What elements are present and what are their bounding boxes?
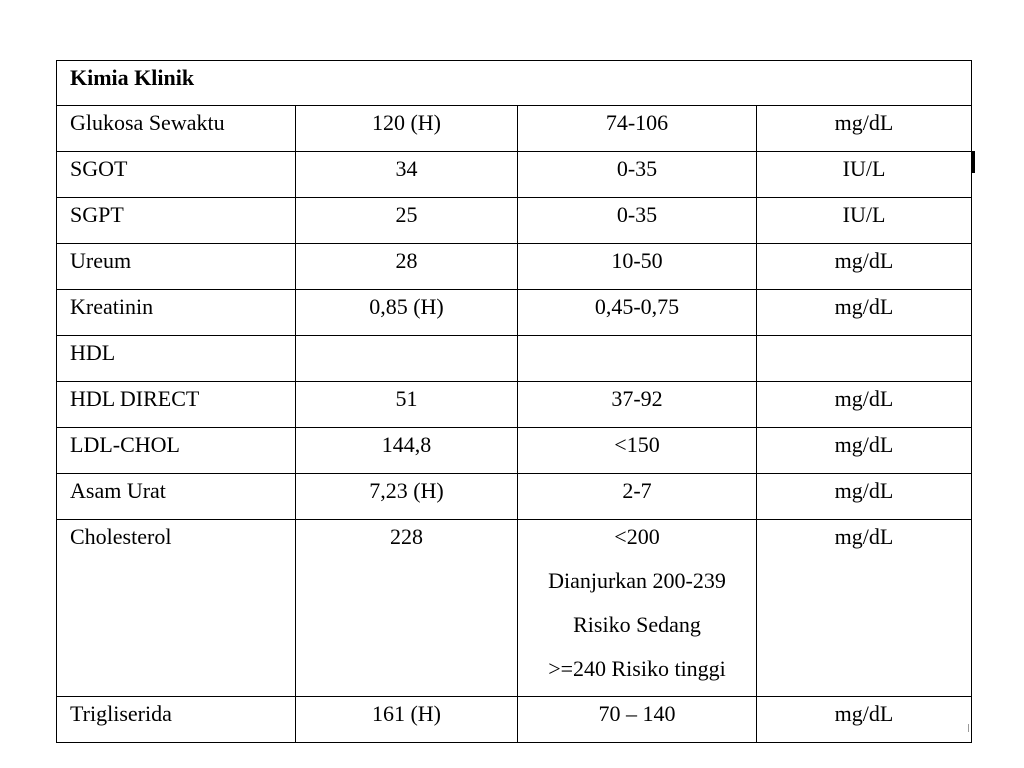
test-name: SGOT [57,152,296,198]
test-name: HDL [57,336,296,382]
table-row [57,474,972,520]
test-result: 51 [296,382,518,428]
reference-range: 70 – 140 [518,697,757,743]
test-result: 228 [296,520,518,697]
test-result: 120 (H) [296,106,518,152]
reference-line: Dianjurkan 200-239 [548,568,726,593]
test-unit [757,336,972,382]
reference-range [518,336,757,382]
test-unit: mg/dL [757,697,972,743]
test-unit: mg/dL [757,290,972,336]
test-unit: mg/dL [757,244,972,290]
table-row [57,106,972,152]
reference-range: 0-35 [518,198,757,244]
test-name: Cholesterol [57,520,296,697]
test-name: Kreatinin [57,290,296,336]
test-unit: IU/L [757,198,972,244]
reference-line: <200 [614,524,660,549]
test-unit: mg/dL [757,474,972,520]
table-row [57,382,972,428]
test-result: 28 [296,244,518,290]
test-result [296,336,518,382]
reference-range: 10-50 [518,244,757,290]
test-name: Ureum [57,244,296,290]
reference-range [518,520,757,697]
reference-range: <150 [518,428,757,474]
table-header-row [57,61,972,106]
test-unit: mg/dL [757,428,972,474]
test-result: 34 [296,152,518,198]
reference-line: Risiko Sedang [573,612,701,637]
lab-results-table [56,60,972,743]
text-cursor-mark [971,151,975,173]
test-result: 144,8 [296,428,518,474]
table-row [57,697,972,743]
reference-range: 0,45-0,75 [518,290,757,336]
test-name: SGPT [57,198,296,244]
test-unit: IU/L [757,152,972,198]
corner-mark [968,724,969,732]
table-row [57,152,972,198]
reference-line: >=240 Risiko tinggi [548,656,726,681]
table-row [57,520,972,697]
test-result: 0,85 (H) [296,290,518,336]
test-name: HDL DIRECT [57,382,296,428]
test-unit: mg/dL [757,520,972,697]
test-name: LDL-CHOL [57,428,296,474]
table-row [57,336,972,382]
reference-range: 2-7 [518,474,757,520]
table-row [57,428,972,474]
test-result: 7,23 (H) [296,474,518,520]
test-result: 25 [296,198,518,244]
section-title: Kimia Klinik [57,61,972,106]
test-name: Trigliserida [57,697,296,743]
test-unit: mg/dL [757,106,972,152]
reference-range: 0-35 [518,152,757,198]
test-name: Glukosa Sewaktu [57,106,296,152]
test-name: Asam Urat [57,474,296,520]
table-row [57,290,972,336]
reference-range: 37-92 [518,382,757,428]
test-result: 161 (H) [296,697,518,743]
table-row [57,244,972,290]
test-unit: mg/dL [757,382,972,428]
reference-range: 74-106 [518,106,757,152]
table-row [57,198,972,244]
